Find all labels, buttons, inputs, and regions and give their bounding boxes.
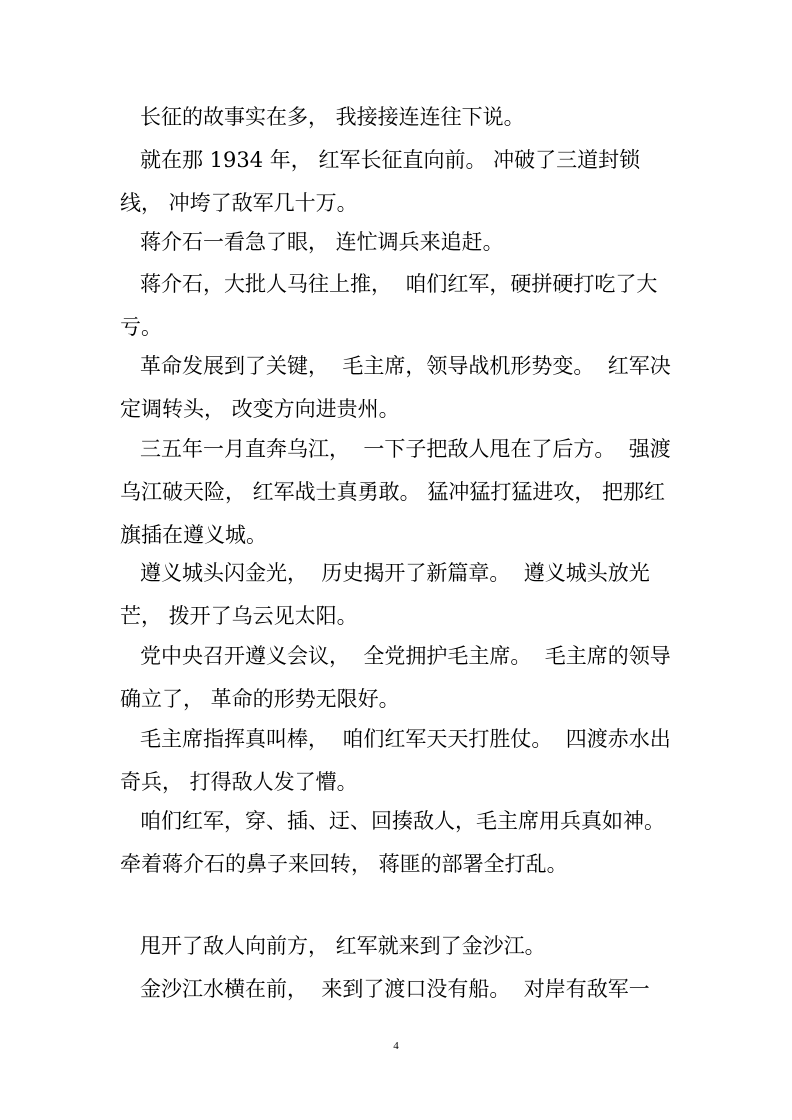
paragraph-5: 革命发展到了关键， 毛主席，领导战机形势变。 红军决定调转头， 改变方向进贵州。 bbox=[120, 354, 671, 421]
paragraph-10: 咱们红军，穿、插、迂、回揍敌人，毛主席用兵真如神。 牵着蒋介石的鼻子来回转， 蒋匪的部署全打乱。 bbox=[120, 809, 672, 876]
page-number: 4 bbox=[393, 1040, 399, 1052]
paragraph-9: 毛主席指挥真叫棒， 咱们红军天天打胜仗。 四渡赤水出奇兵， 打得敌人发了懵。 bbox=[120, 727, 671, 794]
paragraph-12: 金沙江水横在前， 来到了渡口没有船。 对岸有敌军一 bbox=[140, 977, 650, 1001]
paragraph-3: 蒋介石一看急了眼， 连忙调兵来追赶。 bbox=[140, 230, 504, 254]
paragraph-8: 党中央召开遵义会议， 全党拥护毛主席。 毛主席的领导确立了， 革命的形势无限好。 bbox=[120, 644, 671, 711]
paragraph-1: 长征的故事实在多， 我接接连连往下说。 bbox=[140, 105, 525, 129]
paragraph-7: 遵义城头闪金光， 历史揭开了新篇章。 遵义城头放光芒， 拨开了乌云见太阳。 bbox=[120, 561, 650, 628]
paragraph-11: 甩开了敌人向前方， 红军就来到了金沙江。 bbox=[140, 934, 546, 958]
paragraph-4: 蒋介石，大批人马往上推， 咱们红军，硬拼硬打吃了大亏。 bbox=[120, 272, 658, 339]
paragraph-2: 就在那 1934 年， 红军长征直向前。 冲破了三道封锁线， 冲垮了敌军几十万。 bbox=[120, 148, 641, 215]
paragraph-6: 三五年一月直奔乌江， 一下子把敌人甩在了后方。 强渡乌江破天险， 红军战士真勇敢。 猛冲猛打猛进攻， 把那红旗插在遵义城。 bbox=[120, 437, 671, 547]
